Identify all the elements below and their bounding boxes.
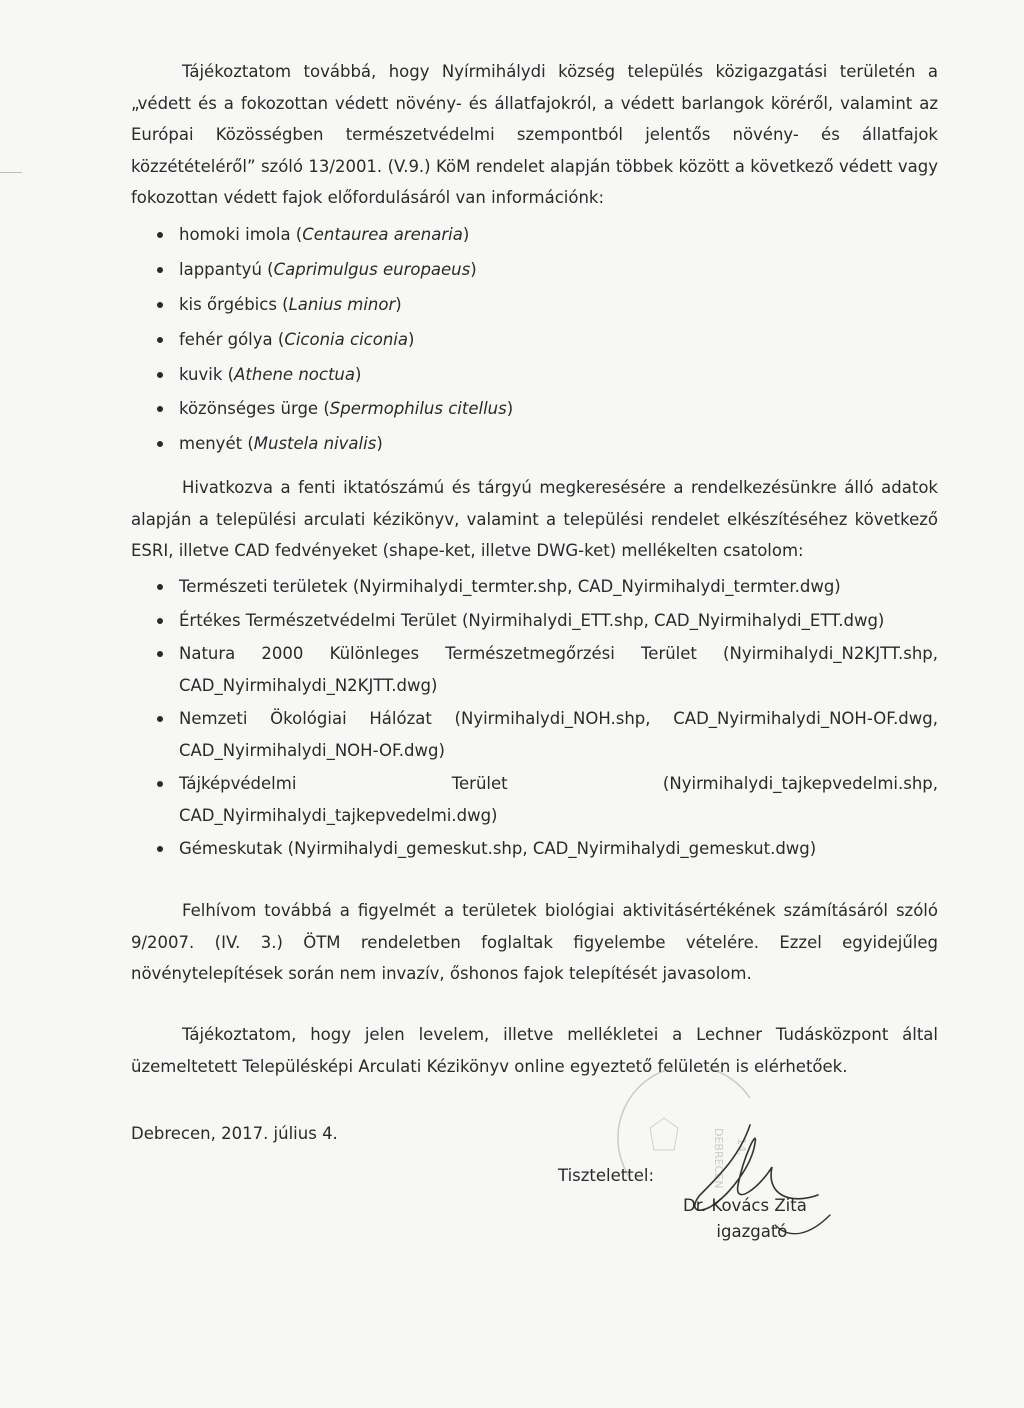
intro-paragraph: Tájékoztatom továbbá, hogy Nyírmihálydi község település közigazgatási területén a „védett és a fokozottan védett növény- és állatfajokról, a védett barlangok köréről, valamint az Európai Közösségben természetvédelmi szempontból jelentős növény- és állatfajok közzétételéről” szóló 13/2001. (V.9.) KöM rendelet alapján többek között a következő védett vagy fokozottan védett fajok előfordulásáról van információnk: <box>131 62 938 207</box>
list-item: Gémeskutak (Nyirmihalydi_gemeskut.shp, CAD_Nyirmihalydi_gemeskut.dwg) <box>131 833 938 865</box>
list-item: kuvik (Athene noctua) <box>131 359 938 391</box>
list-item: Értékes Természetvédelmi Terület (Nyirmihalydi_ETT.shp, CAD_Nyirmihalydi_ETT.dwg) <box>131 605 938 637</box>
attention-paragraph: Felhívom továbbá a figyelmét a területek biológiai aktivitásértékének számításáról szóló 9/2007. (IV. 3.) ÖTM rendeletben foglaltak figyelembe vételére. Ezzel egyidejűleg növénytelepítések során nem invazív, őshonos fajok telepítését javasolom. <box>131 901 938 983</box>
margin-tick <box>0 172 22 173</box>
list-item: fehér gólya (Ciconia ciconia) <box>131 324 938 356</box>
stamp-city: DEBRECEN <box>712 1128 725 1189</box>
species-list <box>131 219 938 463</box>
attachments-paragraph: Hivatkozva a fenti iktatószámú és tárgyú megkeresésére a rendelkezésünkre álló adatok alapján a települési arculati kézikönyv, valamint a települési rendelet elkészítéséhez következő ESRI, illetve CAD fedvényeket (shape-ket, illetve DWG-ket) mellékelten csatolom: <box>131 478 938 560</box>
list-item: Nemzeti Ökológiai Hálózat (Nyirmihalydi_NOH.shp, CAD_Nyirmihalydi_NOH-OF.dwg, CAD_Nyirmihalydi_NOH-OF.dwg) <box>131 703 938 766</box>
list-item: lappantyú (Caprimulgus europaeus) <box>131 254 938 286</box>
stamp-number: 14. <box>735 1138 748 1156</box>
signer-block <box>683 1193 807 1245</box>
signer-title: igazgató <box>716 1222 788 1241</box>
list-item: Tájképvédelmi Terület (Nyirmihalydi_tajkepvedelmi.shp, CAD_Nyirmihalydi_tajkepvedelmi.dwg) <box>131 768 938 831</box>
letter-date: Debrecen, 2017. július 4. <box>131 1124 338 1143</box>
list-item: menyét (Mustela nivalis) <box>131 428 938 460</box>
list-item: kis őrgébics (Lanius minor) <box>131 289 938 321</box>
list-item: Természeti területek (Nyirmihalydi_termter.shp, CAD_Nyirmihalydi_termter.dwg) <box>131 571 938 603</box>
signer-name: Dr. Kovács Zita <box>683 1196 807 1215</box>
attachment-layer-list <box>131 571 938 867</box>
online-paragraph: Tájékoztatom, hogy jelen levelem, illetve mellékletei a Lechner Tudásközpont által üzemeltetett Településképi Arculati Kézikönyv online egyeztető felületén is elérhetőek. <box>131 1025 938 1076</box>
list-item: homoki imola (Centaurea arenaria) <box>131 219 938 251</box>
salutation: Tisztelettel: <box>558 1166 655 1185</box>
list-item: közönséges ürge (Spermophilus citellus) <box>131 393 938 425</box>
list-item: Natura 2000 Különleges Természetmegőrzési Terület (Nyirmihalydi_N2KJTT.shp, CAD_Nyirmihalydi_N2KJTT.dwg) <box>131 638 938 701</box>
